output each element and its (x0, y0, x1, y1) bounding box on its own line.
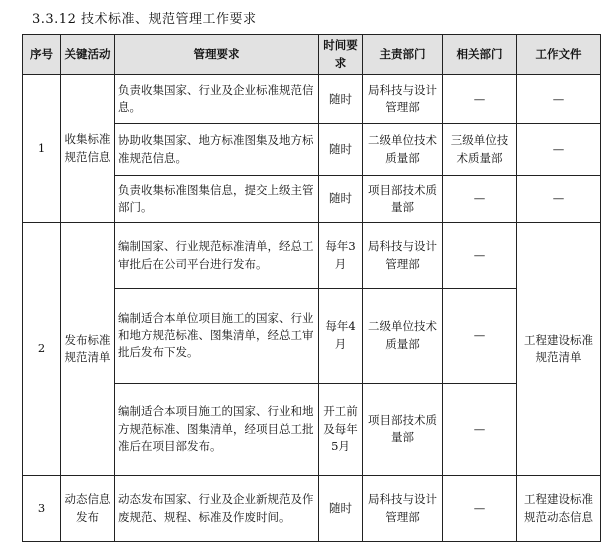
lead-dept-cell: 局科技与设计管理部 (363, 476, 443, 542)
seq-cell: 1 (23, 75, 61, 223)
table-row (23, 75, 601, 124)
requirement-cell: 编制适合本单位项目施工的国家、行业和地方规范标准、图集清单，经总工审批后发布下发。 (115, 288, 319, 383)
doc-cell: 工程建设标准规范动态信息 (517, 476, 601, 542)
time-cell: 随时 (319, 124, 363, 175)
header-seq: 序号 (23, 35, 61, 75)
related-dept-cell: — (443, 476, 517, 542)
time-cell: 开工前及每年5月 (319, 383, 363, 476)
time-cell: 随时 (319, 75, 363, 124)
header-activity: 关键活动 (61, 35, 115, 75)
table-row (23, 223, 601, 289)
section-title: 3.3.12 技术标准、规范管理工作要求 (32, 12, 257, 27)
doc-cell: — (517, 75, 601, 124)
activity-cell: 收集标准规范信息 (61, 75, 115, 223)
header-time: 时间要求 (319, 35, 363, 75)
requirement-cell: 编制适合本项目施工的国家、行业和地方规范标准、图集清单，经项目总工批准后在项目部发布。 (115, 383, 319, 476)
lead-dept-cell: 项目部技术质量部 (363, 175, 443, 222)
related-dept-cell: — (443, 383, 517, 476)
time-cell: 每年4月 (319, 288, 363, 383)
lead-dept-cell: 二级单位技术质量部 (363, 288, 443, 383)
doc-cell: — (517, 175, 601, 222)
lead-dept-cell: 二级单位技术质量部 (363, 124, 443, 175)
header-doc: 工作文件 (517, 35, 601, 75)
requirement-cell: 负责收集标准图集信息，提交上级主管部门。 (115, 175, 319, 222)
time-cell: 随时 (319, 476, 363, 542)
header-row (23, 35, 601, 75)
activity-cell: 动态信息发布 (61, 476, 115, 542)
header-lead-dept: 主责部门 (363, 35, 443, 75)
time-cell: 随时 (319, 175, 363, 222)
doc-cell: — (517, 124, 601, 175)
requirement-cell: 动态发布国家、行业及企业新规范及作废规范、规程、标准及作废时间。 (115, 476, 319, 542)
table-row (23, 476, 601, 542)
lead-dept-cell: 局科技与设计管理部 (363, 223, 443, 289)
lead-dept-cell: 局科技与设计管理部 (363, 75, 443, 124)
requirement-cell: 编制国家、行业规范标准清单，经总工审批后在公司平台进行发布。 (115, 223, 319, 289)
requirement-cell: 负责收集国家、行业及企业标准规范信息。 (115, 75, 319, 124)
requirements-table (22, 34, 601, 542)
header-requirement: 管理要求 (115, 35, 319, 75)
seq-cell: 2 (23, 223, 61, 476)
activity-cell: 发布标准规范清单 (61, 223, 115, 476)
related-dept-cell: 三级单位技术质量部 (443, 124, 517, 175)
requirement-cell: 协助收集国家、地方标准图集及地方标准规范信息。 (115, 124, 319, 175)
related-dept-cell: — (443, 223, 517, 289)
related-dept-cell: — (443, 175, 517, 222)
lead-dept-cell: 项目部技术质量部 (363, 383, 443, 476)
related-dept-cell: — (443, 75, 517, 124)
related-dept-cell: — (443, 288, 517, 383)
time-cell: 每年3月 (319, 223, 363, 289)
doc-cell: 工程建设标准规范清单 (517, 223, 601, 476)
seq-cell: 3 (23, 476, 61, 542)
header-related-dept: 相关部门 (443, 35, 517, 75)
